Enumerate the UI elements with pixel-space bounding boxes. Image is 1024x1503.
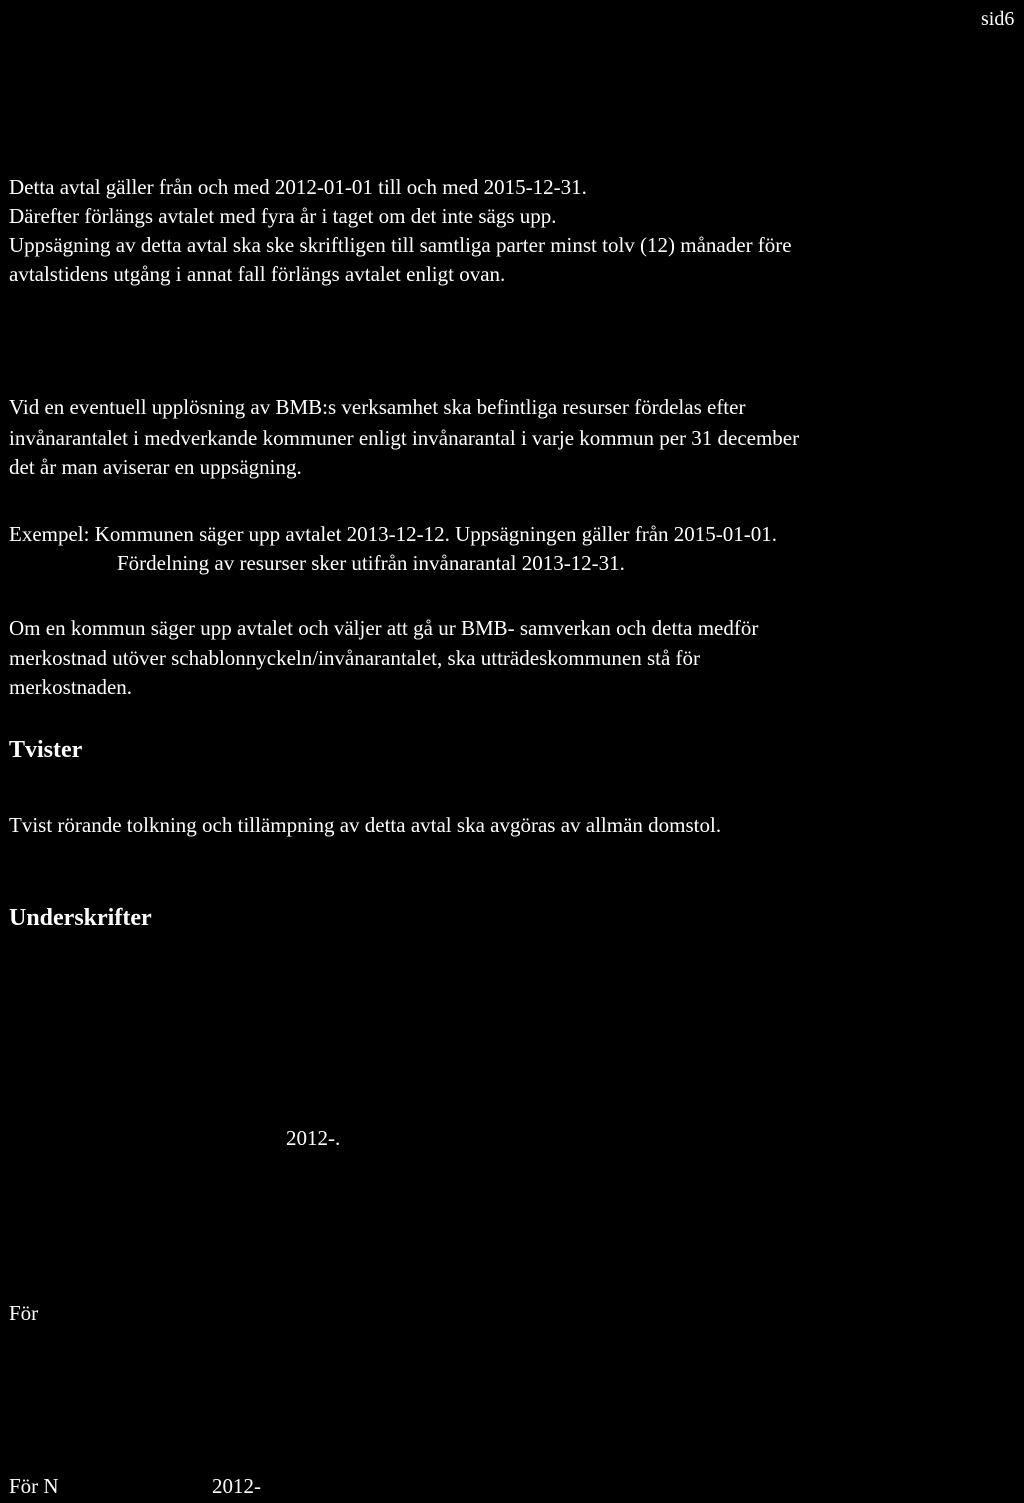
page-number: sid6 [981, 8, 1015, 30]
validity-line-2: Därefter förlängs avtalet med fyra år i taget om det inte sägs upp. [9, 204, 557, 228]
signature-date-2: 2012- [212, 1474, 261, 1498]
dissolution-line-2: invånarantalet i medverkande kommuner enligt invånarantal i varje kommun per 31 december [9, 426, 800, 450]
signature-for-1: För [9, 1301, 39, 1325]
validity-line-4: avtalstidens utgång i annat fall förlängs avtalet enligt ovan. [9, 262, 506, 286]
dissolution-line-3: det år man aviserar en uppsägning. [9, 455, 302, 479]
example-line-2: Fördelning av resurser sker utifrån invånarantal 2013-12-31. [117, 551, 625, 575]
validity-line-3: Uppsägning av detta avtal ska ske skriftligen till samtliga parter minst tolv (12) månader före [9, 233, 792, 257]
example-line-1: Exempel: Kommunen säger upp avtalet 2013-12-12. Uppsägningen gäller från 2015-01-01. [9, 522, 778, 546]
withdrawal-line-3: merkostnaden. [9, 675, 133, 699]
withdrawal-line-1: Om en kommun säger upp avtalet och väljer att gå ur BMB- samverkan och detta medför [9, 616, 759, 640]
validity-line-1: Detta avtal gäller från och med 2012-01-01 till och med 2015-12-31. [9, 175, 587, 199]
signature-for-2: För N [9, 1474, 59, 1498]
disputes-text: Tvist rörande tolkning och tillämpning av detta avtal ska avgöras av allmän domstol. [9, 813, 722, 837]
signatures-heading: Underskrifter [9, 905, 152, 931]
dissolution-line-1: Vid en eventuell upplösning av BMB:s verksamhet ska befintliga resurser fördelas efter [9, 395, 746, 419]
withdrawal-line-2: merkostnad utöver schablonnyckeln/invånarantalet, ska utträdeskommunen stå för [9, 646, 701, 670]
disputes-heading: Tvister [9, 737, 83, 763]
signature-date-1: 2012-. [286, 1126, 341, 1150]
